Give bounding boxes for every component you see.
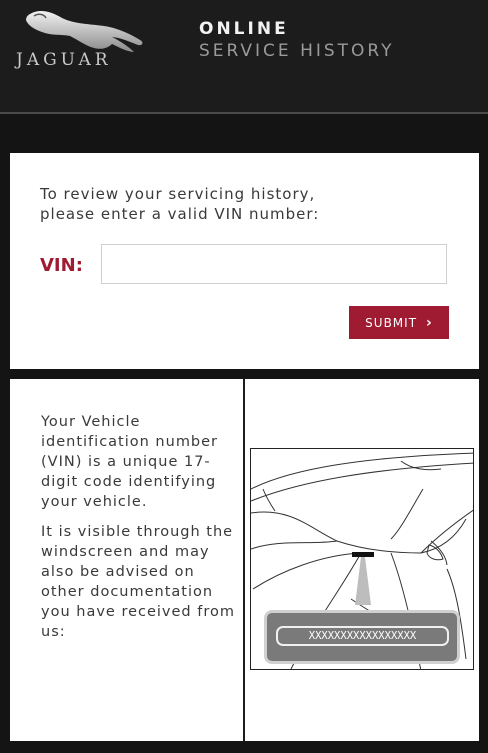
vin-info-paragraph-2: It is visible through the windscreen and may also be advised on other documentation you have received from us: bbox=[41, 524, 235, 640]
brand-wordmark: JAGUAR bbox=[16, 50, 112, 70]
page-header bbox=[0, 0, 488, 114]
submit-button-label: SUBMIT bbox=[365, 315, 418, 330]
vin-form-card bbox=[10, 153, 479, 369]
vin-prompt-text: To review your servicing history, please enter a valid VIN number: bbox=[40, 185, 320, 223]
vin-info-card bbox=[10, 379, 479, 741]
page-title-line1: ONLINE bbox=[199, 19, 289, 39]
vin-example-text: XXXXXXXXXXXXXXXXX bbox=[276, 626, 449, 646]
windscreen-vin-diagram bbox=[250, 448, 474, 670]
vin-label: VIN: bbox=[40, 255, 83, 276]
column-divider bbox=[243, 379, 245, 741]
submit-button[interactable] bbox=[349, 306, 449, 339]
vin-info-text bbox=[41, 412, 236, 652]
vin-plate-callout bbox=[264, 610, 460, 664]
chevron-right-icon: › bbox=[426, 314, 433, 331]
vin-info-paragraph-1: Your Vehicle identification number (VIN) is a unique 17-digit code identifying your vehicle. bbox=[41, 414, 219, 510]
vin-input[interactable] bbox=[101, 244, 447, 284]
page-title-line2: SERVICE HISTORY bbox=[199, 41, 395, 61]
